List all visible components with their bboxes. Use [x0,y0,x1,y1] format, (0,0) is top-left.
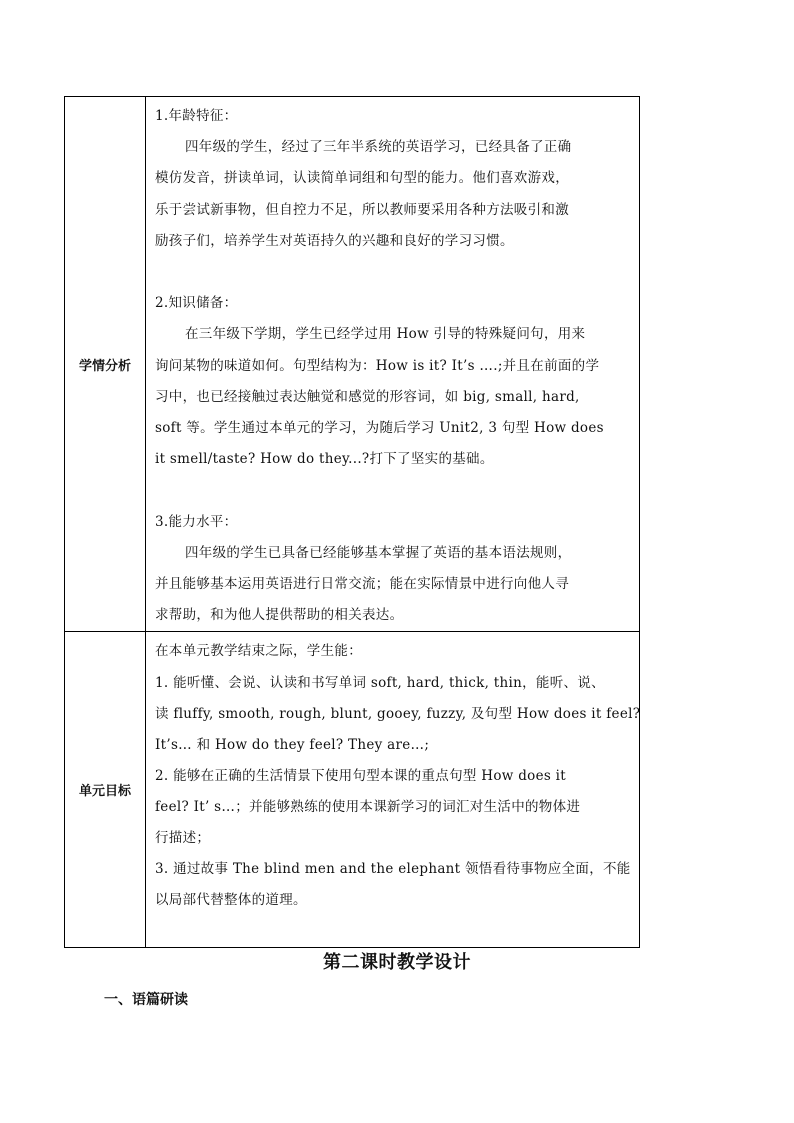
text-line: 求帮助，和为他人提供帮助的相关表达。 [155,607,404,624]
unit-objectives-content [146,632,640,948]
text-line: 模仿发音，拼读单词，认读简单词组和句型的能力。他们喜欢游戏， [155,170,569,187]
text-line: soft 等。学生通过本单元的学习，为随后学习 Unit2, 3 句型 How does [155,420,604,437]
text-line: 四年级的学生，经过了三年半系统的英语学习，已经具备了正确 [185,139,572,156]
text-line: 四年级的学生已具备已经能够基本掌握了英语的基本语法规则， [185,544,572,561]
text-line: 以局部代替整体的道理。 [155,892,307,909]
student-analysis-content [146,97,640,632]
text-line: 1.年龄特征： [155,108,238,124]
text-line: It’s… 和 How do they feel? They are…; [155,736,430,753]
text-line: 询问某物的味道如何。句型结构为：How is it? It’s ….;并且在前面的学 [155,357,600,374]
text-line: 3. 通过故事 The blind men and the elephant 领悟看待事物应全面，不能 [155,861,631,878]
section-title: 第二课时教学设计 [323,952,471,973]
text-line: 1. 能听懂、会说、认读和书写单词 soft, hard, thick, thin，能听、说、 [155,674,605,691]
text-line: 励孩子们，培养学生对英语持久的兴趣和良好的学习习惯。 [155,232,514,249]
table-row-unit-objectives [65,632,640,948]
text-line: 行描述； [155,829,211,846]
text-line: 并且能够基本运用英语进行日常交流；能在实际情景中进行向他人寻 [155,576,569,593]
sub-heading: 一、语篇研读 [104,992,188,1008]
text-line: 2.知识储备： [155,295,238,312]
row-label-student-analysis: 学情分析 [65,97,146,632]
lesson-plan-table [64,96,640,948]
row-label-unit-objectives: 单元目标 [65,632,146,948]
text-line: 习中，也已经接触过表达触觉和感觉的形容词，如 big, small, hard, [155,388,580,405]
text-line: 读 fluffy, smooth, rough, blunt, gooey, fuzzy, 及句型 How does it feel? [155,705,641,722]
text-line: 2. 能够在正确的生活情景下使用句型本课的重点句型 How does it [155,767,567,784]
text-line: 在三年级下学期，学生已经学过用 How 引导的特殊疑问句，用来 [185,326,586,343]
text-line [155,475,631,506]
table-row-student-analysis [65,97,640,632]
text-line: it smell/taste? How do they...?打下了坚实的基础。 [155,451,494,468]
text-line: 3.能力水平： [155,513,238,530]
text-line: 乐于尝试新事物，但自控力不足，所以教师要采用各种方法吸引和激 [155,201,569,218]
text-line: 在本单元教学结束之际，学生能： [155,643,362,660]
text-line: feel? It’ s…；并能够熟练的使用本课新学习的词汇对生活中的物体进 [155,798,581,815]
text-line [155,257,631,288]
